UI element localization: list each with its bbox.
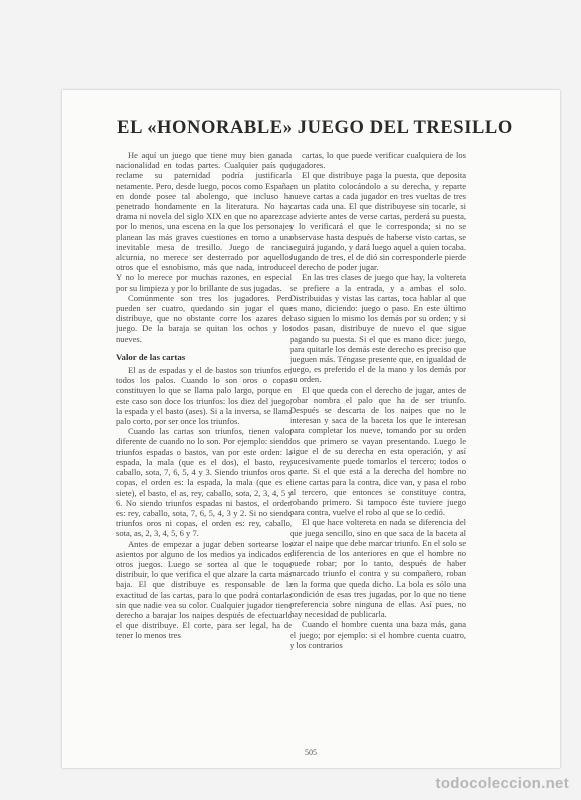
watermark-logo: todocoleccion.net [435, 775, 569, 792]
paragraph: Antes de empezar a jugar deben sortearse los asientos por alguno de los medios ya indicados en otros juegos. Luego se sortea al que le toque distribuir, lo que verifica el que alzare la carta más baja. El que distribuye es responsable de la exactitud de las cartas, para lo que podrá contarlas sin que nadie vea su color. Cualquier jugador tiene derecho a barajar los naipes después de efectuarlo el que distribuye. El corte, para ser legal, ha de tener lo menos tres [116, 538, 292, 641]
paragraph: cartas, lo que puede verificar cualquiera de los jugadores. [290, 150, 466, 171]
section-heading: Valor de las cartas [116, 351, 186, 362]
paragraph: Cuando el hombre cuenta una baza más, gana el juego; por ejemplo: si el hombre cuenta cuatro, y los contrarios [290, 619, 466, 650]
paragraph: El que distribuye paga la puesta, que deposita en un platito colocándolo a su derecha, y reparte nueve cartas a cada jugador en tres vueltas de tres cartas cada una. El que distribuyese sin tocarle, si se advierte antes de verse cartas, perderá su puesta, y lo verificará el que le corresponda; si no se observase hasta después de haberse visto cartas, se seguirá jugando, y dará luego aquel a quien tocaba. Jugando de tres, el de dió sin corresponderle pierde el derecho de poder jugar. [290, 170, 466, 273]
paragraph: El as de espadas y el de bastos son triunfos en todos los palos. Cuando lo son oros o copas constituyen lo que se llama palo largo, porque en este caso son doce los triunfos: los diez del juego, la espada y el basto (ases). Si a la inversa, se llama palo corto, por ser once los triunfos. [116, 365, 292, 427]
right-column [290, 150, 466, 744]
paragraph: El que queda con el derecho de jugar, antes de robar nombra el palo que ha de ser triunfo. Después se descarta de los naipes que no le interesan y saca de la baceta los que le interesan para completar los nueve, tomando por su orden los que primero se vayan presentando. Luego le sigue el de su derecha en esta operación, y así sucesivamente puede tomarlos el tercero; todos o parte. Si el que está a la derecha del hombre no tiene cartas para la contra, dice van, y pasa el robo al tercero, que entonces se constituye contra, robando primero. Si tampoco éste tuviere juego para contra, vuelve el robo al que se lo cedió. [290, 384, 466, 518]
paragraph: He aquí un juego que tiene muy bien ganada nacionalidad en todas partes. Cualquier país que reclame su paternidad podría justificarla netamente. Pero, desde luego, pocos como España, en donde posee tal abolengo, que incluso ha penetrado hondamente en la literatura. No hay drama ni novela del siglo XIX en que no aparezca, por lo menos, una escena en la que los personajes planean las más graves cuestiones en torno a una inevitable mesa de tresillo. Juego de rancia alcurnia, no merece ser desterrado por aquellos otros que el esnobismo, más que nada, introduce. Y no lo merece por muchas razones, en especial por su limpieza y por lo brillante de sus jugadas. [116, 150, 292, 293]
paragraph: Comúnmente son tres los jugadores. Pero pueden ser cuatro, quedando sin jugar el que distribuye, que no obstante corre los azares del juego. De la baraja se quitan los ochos y los nueves. [116, 292, 292, 344]
paragraph: En las tres clases de juego que hay, la voltereta se prefiere a la entrada, y a ambas el solo. Distribuidas y vistas las cartas, toca hablar al que es mano, diciendo: juego o paso. En este último caso siguen lo mismo los demás por su orden; y si todos pasan, distribuye de nuevo el que sigue pagando su puesta. Si el que es mano dice: juego, para quitarle los demás este derecho es preciso que jueguen más. Téngase presente que, en igualdad de juego, es preferido el de la mano y los demás por su orden. [290, 272, 466, 385]
paragraph: Cuando las cartas son triunfos, tienen valor diferente de cuando no lo son. Por ejemplo: siendo triunfos espadas o bastos, van por este orden: la espada, la mala (que es el dos), el basto, rey, caballo, sota, 7, 6, 5, 4 y 3. Siendo triunfos oros o copas, el orden es: la espada, la mala (que es el siete), el basto, el as, rey, caballo, sota, 2, 3, 4, 5 y 6. No siendo triunfos espadas ni bastos, el orden es: rey, caballo, sota, 7, 6, 5, 4, 3 y 2. Si no siendo triunfos oros ni copas, el orden es: rey, caballo, sota, as, 2, 3, 4, 5, 6 y 7. [116, 426, 292, 539]
paragraph: El que hace voltereta en nada se diferencia del que juega sencillo, sino en que saca de la baceta al azar el naipe que debe marcar triunfo. En el solo se diferencia de los anteriores en que el hombre no puede robar; por lo tanto, después de haber marcado triunfo el contra y su compañero, roban en la forma que queda dicho. La bola es sólo una condición de esas tres jugadas, por lo que no tiene preferencia sobre ninguna de ellas. Así pues, no hay necesidad de publicarla. [290, 517, 466, 620]
article-title: EL «HONORABLE» JUEGO DEL TRESILLO [117, 118, 513, 138]
page-number: 505 [305, 748, 317, 757]
left-column [116, 150, 292, 744]
